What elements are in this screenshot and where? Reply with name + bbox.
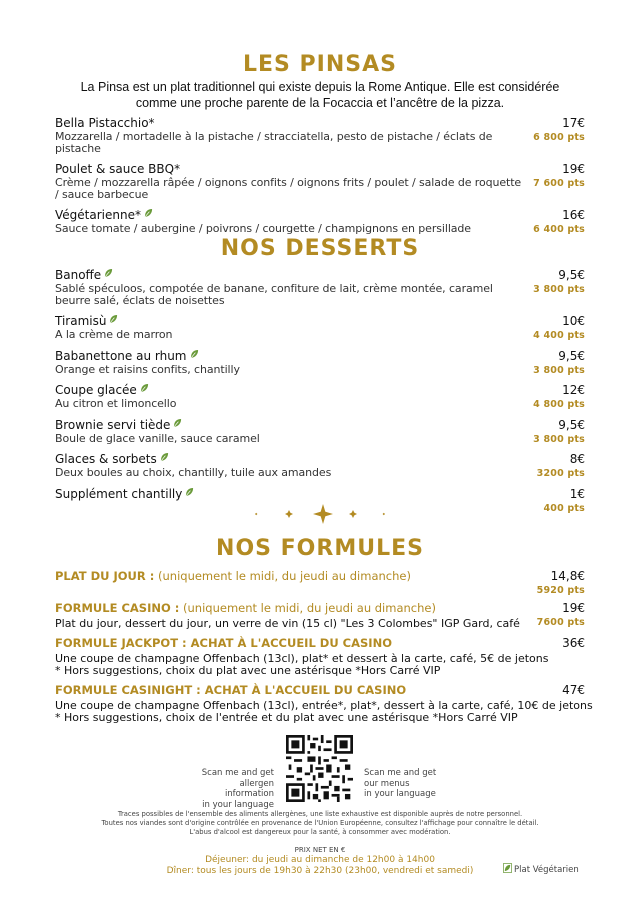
vegetarian-leaf-icon bbox=[109, 314, 118, 324]
formula-name: PLAT DU JOUR : bbox=[55, 569, 155, 583]
formula-price: 19€ bbox=[562, 601, 585, 615]
formules-title: NOS FORMULES bbox=[216, 536, 424, 561]
item-price: 1€ bbox=[569, 486, 585, 501]
item-points: 3 800 pts bbox=[533, 284, 585, 295]
item-description: Sauce tomate / aubergine / poivrons / courgette / champignons en persillade bbox=[55, 222, 471, 235]
vegetarian-leaf-icon bbox=[144, 208, 153, 218]
item-name: Végétarienne* bbox=[55, 208, 141, 222]
menu-item bbox=[55, 314, 585, 341]
formula-name: FORMULE CASINO : bbox=[55, 601, 180, 615]
formula-heading bbox=[55, 601, 585, 615]
formula-name: FORMULE CASINIGHT : ACHAT À L'ACCUEIL DU CASINO bbox=[55, 683, 407, 697]
item-name-row bbox=[55, 383, 585, 398]
hours-lunch: Déjeuner: du jeudi au dimanche de 12h00 à 14h00 bbox=[205, 855, 435, 865]
formula-note: (uniquement le midi, du jeudi au dimanche) bbox=[179, 601, 436, 615]
formula-footnote: * Hors suggestions, choix de l'entrée et du plat avec une astérisque *Hors Carré VIP bbox=[55, 711, 518, 724]
hours-dinner: Dîner: tous les jours de 19h30 à 22h30 (23h00, vendredi et samedi) bbox=[166, 865, 474, 876]
item-price: 19€ bbox=[562, 162, 585, 176]
vegetarian-legend-label: Plat Végétarien bbox=[514, 865, 579, 875]
formula-points: 5920 pts bbox=[536, 585, 585, 596]
item-name-row bbox=[55, 208, 585, 223]
item-description: Orange et raisins confits, chantilly bbox=[55, 362, 240, 376]
item-price: 17€ bbox=[562, 116, 585, 130]
formula-name: FORMULE JACKPOT : ACHAT À L'ACCUEIL DU CASINO bbox=[55, 636, 392, 650]
item-name: Supplément chantilly bbox=[55, 486, 183, 501]
formula-item bbox=[55, 569, 585, 596]
formula-item bbox=[55, 636, 585, 677]
vegetarian-leaf-icon bbox=[185, 487, 194, 497]
vegetarian-leaf-icon bbox=[140, 383, 149, 393]
pinsas-intro: La Pinsa est un plat traditionnel qui existe depuis la Rome Antique. Elle est considérée comme une proche parente de la Focaccia et l’ancêtre de la pizza. bbox=[80, 80, 560, 110]
desserts-title: NOS DESSERTS bbox=[220, 236, 420, 261]
qr-caption-line: allergen information bbox=[224, 778, 274, 799]
pinsas-list bbox=[55, 116, 585, 243]
decorative-stars-icon bbox=[245, 500, 395, 528]
menu-item bbox=[55, 452, 585, 479]
menu-item bbox=[55, 268, 585, 306]
item-points: 6 800 pts bbox=[533, 132, 585, 143]
menu-item bbox=[55, 208, 585, 235]
qr-caption-allergens bbox=[198, 768, 274, 810]
vegetarian-leaf-icon bbox=[104, 268, 113, 278]
item-name: Tiramisù bbox=[55, 314, 107, 328]
formula-price: 14,8€ bbox=[550, 569, 585, 583]
qr-caption-line: Scan me and get bbox=[201, 768, 274, 778]
legal-notice bbox=[60, 810, 580, 837]
qr-caption-line: in your language bbox=[364, 789, 436, 799]
pinsas-section bbox=[0, 52, 640, 111]
item-points: 4 800 pts bbox=[533, 399, 585, 410]
item-name: Glaces & sorbets bbox=[55, 452, 157, 466]
item-points: 7 600 pts bbox=[533, 178, 585, 189]
item-points: 3 800 pts bbox=[533, 364, 585, 376]
item-name: Babanettone au rhum bbox=[55, 348, 187, 363]
pinsas-title: LES PINSAS bbox=[243, 52, 397, 77]
item-price: 9,5€ bbox=[558, 417, 585, 432]
formula-heading bbox=[55, 636, 585, 650]
formula-price: 36€ bbox=[562, 636, 585, 650]
formula-note: (uniquement le midi, du jeudi au dimanche) bbox=[154, 569, 411, 583]
item-points: 3200 pts bbox=[536, 468, 585, 479]
menu-item bbox=[55, 383, 585, 410]
item-description: Mozzarella / mortadelle à la pistache / stracciatella, pesto de pistache / éclats de pistache bbox=[55, 130, 493, 155]
item-price: 10€ bbox=[562, 314, 585, 328]
legal-line: Toutes nos viandes sont d'origine contrôlée en provenance de l'Union Européenne, consultez l'affichage pour connaître le détail. bbox=[101, 819, 539, 827]
prix-net: PRIX NET EN € bbox=[294, 846, 346, 854]
item-name-row bbox=[55, 452, 585, 467]
item-name: Brownie servi tiède bbox=[55, 417, 171, 432]
qr-code-icon bbox=[286, 735, 353, 802]
formula-heading bbox=[55, 683, 585, 697]
formula-price: 47€ bbox=[562, 683, 585, 697]
qr-code[interactable] bbox=[286, 735, 353, 802]
item-points: 4 400 pts bbox=[533, 330, 585, 341]
menu-item bbox=[55, 349, 585, 376]
item-name-row bbox=[55, 349, 585, 364]
item-price: 12€ bbox=[562, 383, 585, 397]
item-name: Bella Pistacchio* bbox=[55, 116, 155, 130]
item-description: Sablé spéculoos, compotée de banane, confiture de lait, crème montée, caramel beurre salé, éclats de noisettes bbox=[55, 282, 493, 307]
formules-list bbox=[55, 569, 593, 732]
qr-caption-menus bbox=[364, 768, 454, 800]
vegetarian-leaf-icon bbox=[173, 418, 182, 428]
qr-caption-line: our menus bbox=[364, 778, 410, 789]
formula-heading bbox=[55, 569, 585, 583]
formula-description: Une coupe de champagne Offenbach (13cl), entrée*, plat*, dessert à la carte, café, 10€ de jetons bbox=[55, 699, 593, 712]
vegetarian-legend bbox=[503, 863, 579, 875]
item-name: Poulet & sauce BBQ* bbox=[55, 162, 181, 176]
item-name-row bbox=[55, 314, 585, 329]
opening-hours bbox=[60, 855, 580, 876]
formula-item bbox=[55, 601, 585, 630]
item-description: Crème / mozzarella râpée / oignons confits / oignons frits / poulet / salade de roquette / sauce barbecue bbox=[55, 176, 522, 201]
vegetarian-leaf-icon bbox=[160, 452, 169, 462]
vegetarian-leaf-icon bbox=[503, 863, 512, 873]
qr-caption-line: Scan me and get bbox=[364, 768, 437, 778]
item-description: Deux boules au choix, chantilly, tuile aux amandes bbox=[55, 466, 332, 479]
menu-item bbox=[55, 162, 585, 200]
menu-item bbox=[55, 116, 585, 154]
item-price: 9,5€ bbox=[558, 268, 585, 282]
item-description: Boule de glace vanille, sauce caramel bbox=[55, 431, 260, 445]
item-points: 400 pts bbox=[543, 502, 585, 514]
item-description: Au citron et limoncello bbox=[55, 397, 177, 410]
item-price: 9,5€ bbox=[558, 348, 585, 363]
menu-item bbox=[55, 418, 585, 445]
item-name: Banoffe bbox=[55, 268, 102, 282]
qr-caption-line: in your language bbox=[202, 799, 274, 810]
item-description: A la crème de marron bbox=[55, 328, 173, 341]
legal-line: Traces possibles de l'ensemble des aliments allergènes, une liste exhaustive est disponible auprès de notre personnel. bbox=[117, 810, 523, 818]
vegetarian-leaf-icon bbox=[190, 349, 199, 359]
item-name-row bbox=[55, 418, 585, 433]
formula-footnote: * Hors suggestions, choix du plat avec une astérisque *Hors Carré VIP bbox=[55, 664, 441, 677]
item-name: Coupe glacée bbox=[55, 383, 137, 397]
item-points: 6 400 pts bbox=[533, 224, 585, 235]
legal-line: L'abus d'alcool est dangereux pour la santé, à consommer avec modération. bbox=[189, 828, 451, 836]
item-price: 8€ bbox=[569, 452, 585, 466]
item-points: 3 800 pts bbox=[533, 433, 585, 445]
formula-description: Plat du jour, dessert du jour, un verre de vin (15 cl) "Les 3 Colombes" IGP Gard, café bbox=[55, 617, 520, 630]
desserts-list bbox=[55, 268, 585, 523]
formula-description: Une coupe de champagne Offenbach (13cl), plat* et dessert à la carte, café, 5€ de jetons bbox=[55, 652, 549, 665]
formula-points: 7600 pts bbox=[536, 617, 585, 628]
item-name-row bbox=[55, 268, 585, 283]
item-price: 16€ bbox=[562, 208, 585, 222]
formula-item bbox=[55, 683, 593, 724]
